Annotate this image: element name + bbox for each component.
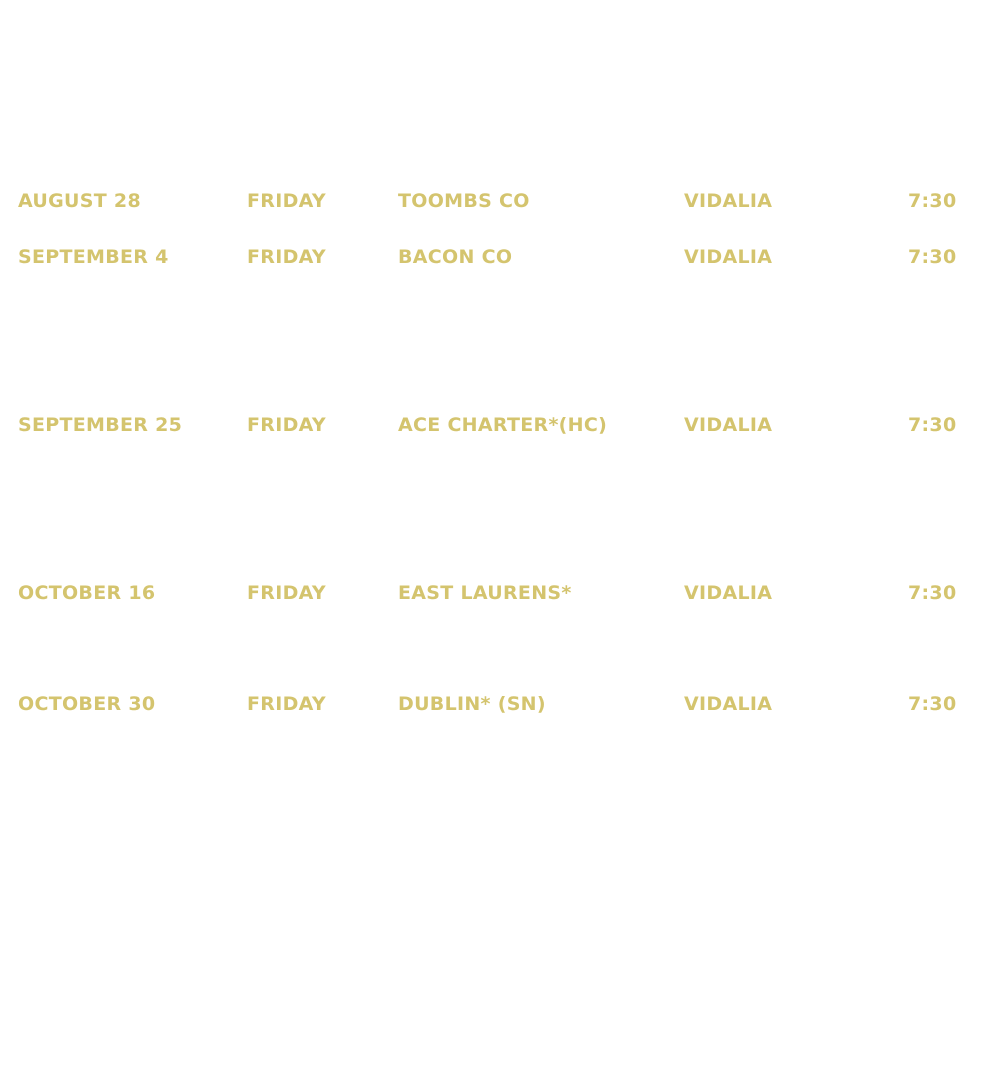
game-day: FRIDAY [247,582,326,604]
game-location: VIDALIA [684,246,773,268]
game-date: OCTOBER 30 [18,693,156,715]
game-location: VIDALIA [684,414,773,436]
game-day: FRIDAY [247,414,326,436]
game-location: VIDALIA [684,190,773,212]
game-time: 7:30 [908,582,957,604]
table-row [0,578,1008,608]
game-day: FRIDAY [247,693,326,715]
game-time: 7:30 [908,414,957,436]
game-opponent: BACON CO [398,246,513,268]
game-date: OCTOBER 16 [18,582,156,604]
game-date: SEPTEMBER 4 [18,246,169,268]
table-row [0,242,1008,272]
game-day: FRIDAY [247,246,326,268]
game-time: 7:30 [908,246,957,268]
game-opponent: EAST LAURENS* [398,582,572,604]
table-row [0,689,1008,719]
game-opponent: ACE CHARTER*(HC) [398,414,608,436]
table-row [0,186,1008,216]
game-location: VIDALIA [684,693,773,715]
game-day: FRIDAY [247,190,326,212]
game-date: SEPTEMBER 25 [18,414,183,436]
game-opponent: TOOMBS CO [398,190,530,212]
game-opponent: DUBLIN* (SN) [398,693,546,715]
game-time: 7:30 [908,190,957,212]
game-time: 7:30 [908,693,957,715]
game-location: VIDALIA [684,582,773,604]
table-row [0,410,1008,440]
game-date: AUGUST 28 [18,190,141,212]
